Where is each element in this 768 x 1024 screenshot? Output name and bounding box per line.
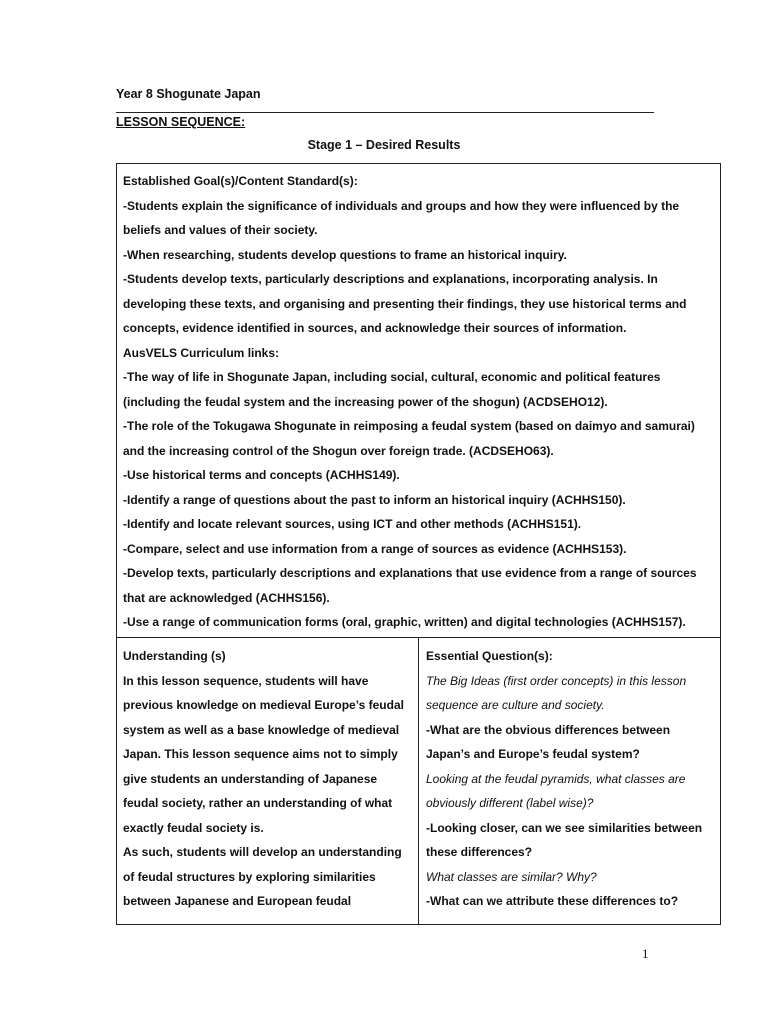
goals-line: concepts, evidence identified in sources, and acknowledge their sources of information. [123,321,627,335]
essential-questions-line: -What are the obvious differences between [426,722,671,737]
goals-cell [117,164,720,638]
goals-line: developing these texts, and organising and presenting their findings, they use historical terms and [123,296,687,311]
understanding-line: previous knowledge on medieval Europe’s feudal [123,698,404,712]
goals-line: -Use historical terms and concepts (ACHHS149). [123,468,400,482]
understanding-line: As such, students will develop an understanding [123,845,402,859]
essential-questions-heading: Essential Question(s): [426,649,553,663]
page-number: 1 [642,946,649,961]
understanding-cell [117,638,419,924]
goals-line: -Compare, select and use information from a range of sources as evidence (ACHHS153). [123,541,627,556]
understanding-line: of feudal structures by exploring similarities [123,869,376,884]
understanding-line: system as well as a base knowledge of medieval [123,722,400,737]
essential-questions-line: -Looking closer, can we see similarities between [426,820,703,835]
goals-heading: Established Goal(s)/Content Standard(s): [123,174,358,188]
essential-questions-line: sequence are culture and society. [426,698,605,712]
understanding-line: exactly feudal society is. [123,820,264,835]
goals-line: -The role of the Tokugawa Shogunate in reimposing a feudal system (based on daimyo and samurai) [123,419,695,433]
goals-line: (including the feudal system and the increasing power of the shogun) (ACDSEHO12). [123,394,608,409]
essential-questions-line: The Big Ideas (first order concepts) in this lesson [426,673,687,688]
essential-questions-line: obviously different (label wise)? [426,796,594,810]
understanding-heading: Understanding (s) [123,649,226,663]
essential-questions-cell [419,638,720,924]
goals-line: -Students develop texts, particularly descriptions and explanations, incorporating analysis. In [123,272,658,286]
stage-title: Stage 1 – Desired Results [307,138,461,152]
goals-line: and the increasing control of the Shogun over foreign trade. (ACDSEHO63). [123,443,554,458]
goals-line: -Identify a range of questions about the past to inform an historical inquiry (ACHHS150). [123,492,626,507]
goals-line: -The way of life in Shogunate Japan, including social, cultural, economic and political features [123,370,661,384]
understanding-line: feudal society, rather an understanding of what [123,796,393,810]
goals-line: -When researching, students develop questions to frame an historical inquiry. [123,247,567,262]
essential-questions-line: these differences? [426,845,533,859]
lesson-table [116,163,721,925]
understanding-line: between Japanese and European feudal [123,894,352,908]
understanding-line: give students an understanding of Japanese [123,771,378,786]
goals-line: beliefs and values of their society. [123,223,318,237]
curriculum-links-heading: AusVELS Curriculum links: [123,345,280,360]
goals-line: -Identify and locate relevant sources, using ICT and other methods (ACHHS151). [123,517,582,531]
goals-line: -Students explain the significance of individuals and groups and how they were influenced by the [123,198,680,213]
goals-line: -Use a range of communication forms (oral, graphic, written) and digital technologies (ACHHS157). [123,615,686,629]
section-label: LESSON SEQUENCE: [116,115,246,129]
goals-line: that are acknowledged (ACHHS156). [123,590,330,605]
understanding-line: Japan. This lesson sequence aims not to simply [123,747,398,761]
header-divider [116,112,654,113]
essential-questions-line: Japan’s and Europe’s feudal system? [426,747,640,761]
essential-questions-line: What classes are similar? Why? [426,869,597,884]
goals-line: -Develop texts, particularly descriptions and explanations that use evidence from a range of sources [123,566,697,580]
document-title: Year 8 Shogunate Japan [116,87,261,101]
understanding-line: In this lesson sequence, students will have [123,673,369,688]
essential-questions-line: Looking at the feudal pyramids, what classes are [426,771,686,786]
essential-questions-line: -What can we attribute these differences to? [426,894,679,908]
